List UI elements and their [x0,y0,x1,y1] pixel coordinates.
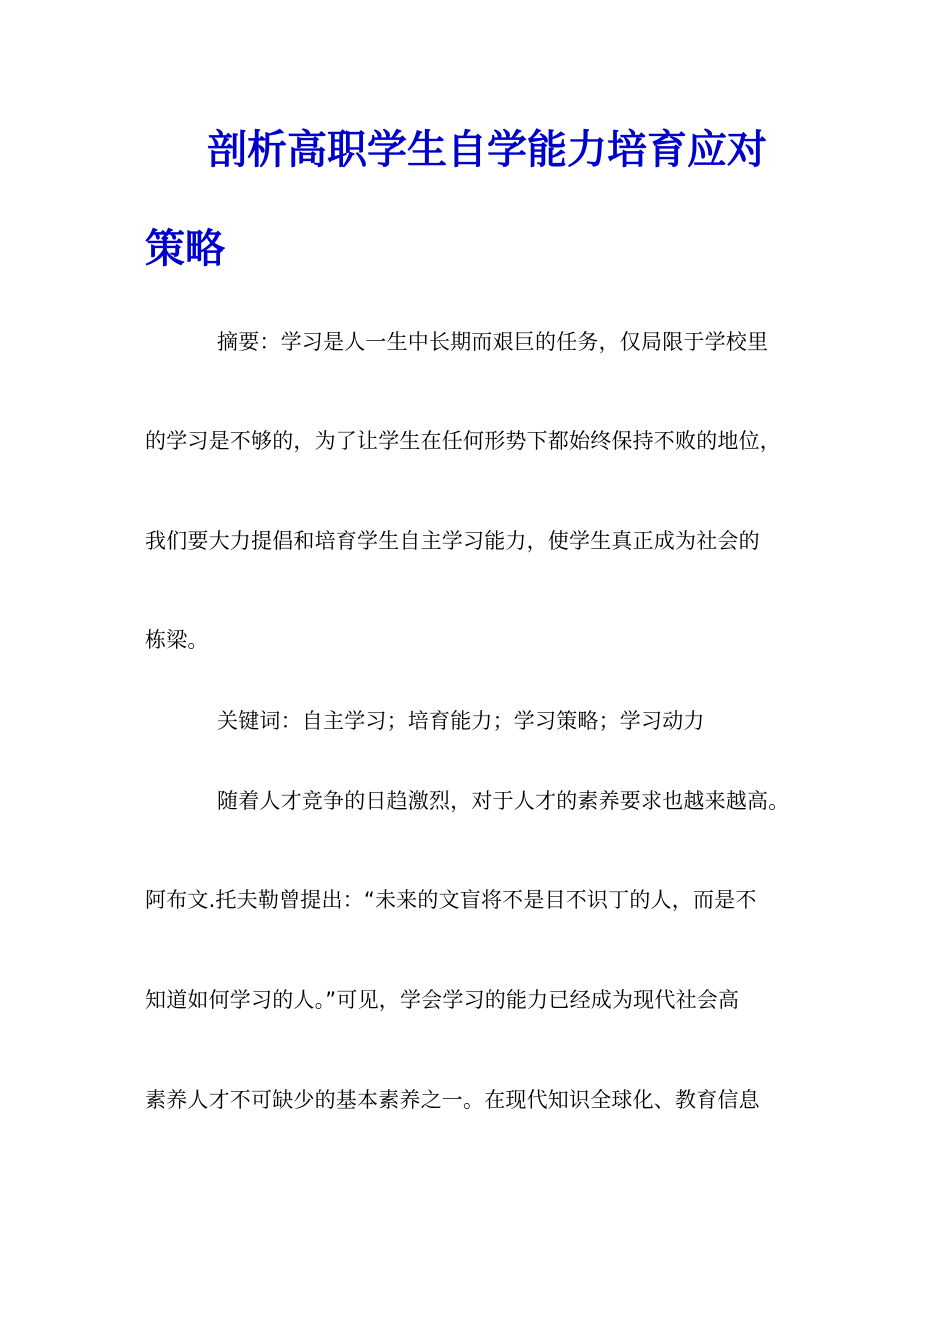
keywords-line: 关键词：自主学习；培育能力；学习策略；学习动力 [217,709,705,733]
abstract-line-3: 我们要大力提倡和培育学生自主学习能力，使学生真正成为社会的 [145,529,760,553]
document-title-line-2: 策略 [145,225,225,272]
abstract-line-4: 栋梁。 [145,628,209,652]
body-line-1: 随着人才竞争的日趋激烈，对于人才的素养要求也越来越高。 [217,789,790,813]
body-line-4: 素养人才不可缺少的基本素养之一。在现代知识全球化、教育信息 [145,1088,760,1112]
abstract-line-1: 摘要：学习是人一生中长期而艰巨的任务，仅局限于学校里 [217,330,769,354]
abstract-line-2: 的学习是不够的，为了让学生在任何形势下都始终保持不败的地位， [145,429,781,453]
body-line-2: 阿布文.托夫勒曾提出：“未来的文盲将不是目不识丁的人，而是不 [145,888,757,912]
document-title-line-1: 剖析高职学生自学能力培育应对 [207,126,767,173]
body-line-3: 知道如何学习的人。”可见，学会学习的能力已经成为现代社会高 [145,988,740,1012]
